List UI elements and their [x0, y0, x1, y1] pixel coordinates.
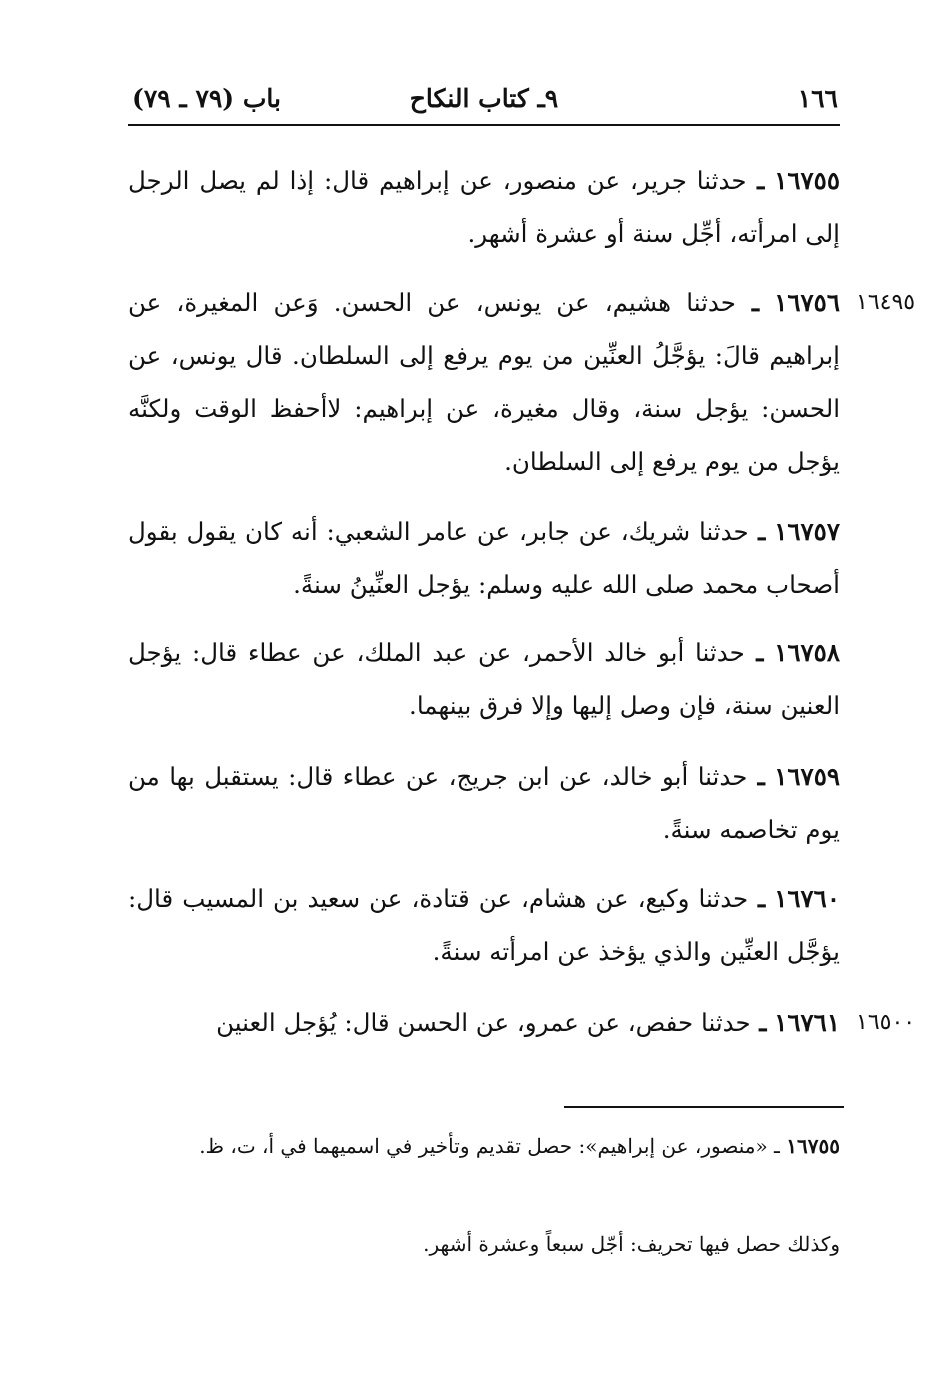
book-title: ٩ـ كتاب النكاح [409, 84, 559, 113]
hadith-entry-16761 [128, 996, 840, 1049]
hadith-dash: ـ [747, 762, 765, 791]
hadith-dash: ـ [748, 884, 766, 913]
footnote-continuation [128, 1222, 840, 1266]
hadith-number: ١٦٧٥٩ [774, 762, 841, 791]
hadith-dash: ـ [750, 1008, 767, 1037]
margin-reference-number: ١٦٥٠٠ [856, 1010, 916, 1035]
hadith-text: حدثنا هشيم، عن يونس، عن الحسن. وَعن المغيرة، عن إبراهيم قالَ: يؤجَّلُ العنِّين من يوم يرفع إلى السلطان. قال يونس، عن الحسن: يؤجل سنة، وقال مغيرة، عن إبراهيم: لاأحفظ الوقت ولكنَّه يؤجل من يوم يرفع إلى السلطان. [128, 288, 840, 476]
hadith-number: ١٦٧٥٧ [774, 517, 840, 546]
margin-reference-number: ١٦٤٩٥ [856, 290, 916, 315]
footnote-dash: ـ [767, 1134, 780, 1158]
footnote-16755 [128, 1124, 840, 1168]
page-number: ١٦٦ [797, 84, 838, 113]
hadith-entry-16757 [128, 505, 840, 611]
hadith-entry-16759 [128, 750, 840, 856]
hadith-dash: ـ [746, 166, 765, 195]
footnote-separator [564, 1106, 844, 1108]
hadith-entry-16758 [128, 626, 840, 732]
page-header [128, 80, 840, 126]
footnote-text: وكذلك حصل فيها تحريف: أجّل سبعاً وعشرة أشهر. [423, 1232, 840, 1256]
hadith-number: ١٦٧٥٥ [774, 166, 840, 195]
hadith-dash: ـ [744, 638, 764, 667]
hadith-number: ١٦٧٦٠ [774, 884, 840, 913]
hadith-text: حدثنا حفص، عن عمرو، عن الحسن قال: يُؤجل العنين [216, 1008, 751, 1037]
hadith-entry-16756 [128, 276, 840, 488]
chapter-label: باب (٧٩ ـ ٧٩) [132, 84, 281, 113]
footnote-number: ١٦٧٥٥ [786, 1134, 840, 1158]
hadith-text: حدثنا أبو خالد الأحمر، عن عبد الملك، عن عطاء قال: يؤجل العنين سنة، فإن وصل إليها وإلا فرق بينهما. [128, 638, 840, 720]
hadith-dash: ـ [748, 517, 766, 546]
hadith-text: حدثنا أبو خالد، عن ابن جريج، عن عطاء قال: يستقبل بها من يوم تخاصمه سنةً. [128, 762, 840, 844]
hadith-number: ١٦٧٥٦ [774, 288, 840, 317]
hadith-text: حدثنا جرير، عن منصور، عن إبراهيم قال: إذا لم يصل الرجل إلى امرأته، أجِّل سنة أو عشرة أشهر. [128, 166, 840, 248]
hadith-entry-16755 [128, 154, 840, 260]
footnote-text: «منصور، عن إبراهيم»: حصل تقديم وتأخير في اسميهما في أ، ت، ظ. [199, 1134, 768, 1158]
hadith-text: حدثنا وكيع، عن هشام، عن قتادة، عن سعيد بن المسيب قال: يؤجَّل العنِّين والذي يؤخذ عن امرأته سنةً. [128, 884, 840, 966]
hadith-text: حدثنا شريك، عن جابر، عن عامر الشعبي: أنه كان يقول بقول أصحاب محمد صلى الله عليه وسلم: يؤجل العنِّينُ سنةً. [128, 517, 840, 599]
hadith-entry-16760 [128, 872, 840, 978]
hadith-number: ١٦٧٥٨ [774, 638, 840, 667]
hadith-dash: ـ [735, 288, 760, 317]
hadith-number: ١٦٧٦١ [774, 1008, 840, 1037]
